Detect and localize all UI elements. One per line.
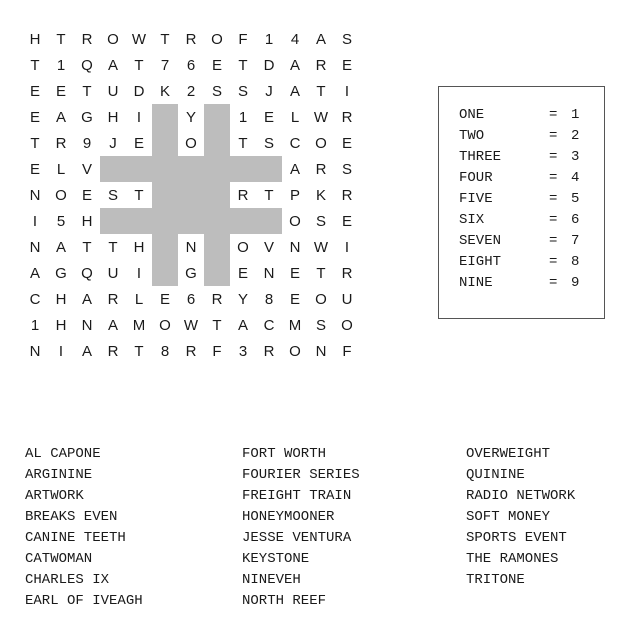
legend-number: 1 — [571, 107, 580, 123]
grid-letter: T — [56, 30, 66, 48]
grid-letter: E — [211, 56, 222, 74]
legend-row — [459, 107, 599, 128]
word-list-item: SPORTS EVENT — [466, 530, 567, 546]
grid-letter: Q — [81, 56, 93, 74]
grid-letter: V — [263, 238, 274, 256]
grid-letter: E — [29, 108, 40, 126]
legend-word: SIX — [459, 212, 485, 228]
grid-letter: E — [263, 108, 274, 126]
grid-letter: S — [315, 212, 326, 230]
grid-letter: 8 — [160, 342, 170, 360]
grid-letter: E — [29, 82, 40, 100]
grid-letter: 1 — [56, 56, 66, 74]
grid-letter: N — [81, 316, 93, 334]
grid-letter: R — [263, 342, 275, 360]
legend-row — [459, 233, 599, 254]
grid-letter: T — [134, 186, 144, 204]
grid-letter: F — [342, 342, 352, 360]
legend-number: 8 — [571, 254, 580, 270]
grid-letter: L — [134, 290, 144, 308]
legend-number: 6 — [571, 212, 580, 228]
grid-letter: N — [29, 342, 41, 360]
grid-letter: 5 — [56, 212, 66, 230]
grid-letter: S — [237, 82, 248, 100]
word-list-item: TRITONE — [466, 572, 525, 588]
legend-number: 9 — [571, 275, 580, 291]
legend-row — [459, 149, 599, 170]
grid-letter: O — [315, 290, 327, 308]
grid-letter: U — [107, 82, 119, 100]
grid-letter: E — [289, 264, 300, 282]
grid-letter: R — [315, 56, 327, 74]
grid-letter: T — [82, 238, 92, 256]
grid-letter: Y — [237, 290, 248, 308]
grid-letter: S — [263, 134, 274, 152]
grid-letter: G — [185, 264, 197, 282]
grid-letter: A — [289, 56, 300, 74]
grid-letter: T — [134, 342, 144, 360]
grid-letter: O — [159, 316, 171, 334]
grid-letter: U — [341, 290, 353, 308]
word-list-item: HONEYMOONER — [242, 509, 335, 525]
grid-letter: K — [159, 82, 170, 100]
grid-letter: N — [263, 264, 275, 282]
grid-letter: 4 — [290, 30, 300, 48]
cross-block — [152, 182, 230, 208]
grid-letter: R — [211, 290, 223, 308]
grid-letter: W — [313, 108, 329, 126]
legend-equals: = — [549, 149, 558, 165]
grid-letter: Y — [185, 108, 196, 126]
cross-block — [100, 156, 282, 182]
grid-letter: R — [341, 264, 353, 282]
grid-letter: J — [265, 82, 273, 100]
grid-letter: 1 — [238, 108, 248, 126]
word-list-item: OVERWEIGHT — [466, 446, 551, 462]
grid-letter: T — [238, 134, 248, 152]
legend-word: ONE — [459, 107, 485, 123]
legend-number: 2 — [571, 128, 580, 144]
legend-number: 4 — [571, 170, 580, 186]
grid-letter: R — [237, 186, 249, 204]
grid-letter: M — [132, 316, 146, 334]
grid-letter: L — [56, 160, 66, 178]
word-search-grid — [22, 26, 366, 370]
legend-row — [459, 254, 599, 275]
grid-letter: A — [81, 342, 92, 360]
grid-letter: O — [211, 30, 223, 48]
grid-letter: J — [109, 134, 117, 152]
grid-letter: I — [344, 82, 350, 100]
grid-letter: E — [81, 186, 92, 204]
word-list-item: RADIO NETWORK — [466, 488, 576, 504]
word-list-item: CHARLES IX — [25, 572, 110, 588]
grid-letter: F — [212, 342, 222, 360]
grid-letter: C — [29, 290, 41, 308]
grid-letter: 3 — [238, 342, 248, 360]
grid-letter: O — [341, 316, 353, 334]
grid-letter: 8 — [264, 290, 274, 308]
grid-letter: R — [107, 342, 119, 360]
grid-letter: A — [289, 160, 300, 178]
legend-row — [459, 170, 599, 191]
legend-word: SEVEN — [459, 233, 502, 249]
grid-letter: U — [107, 264, 119, 282]
grid-letter: I — [344, 238, 350, 256]
word-list-item: CATWOMAN — [25, 551, 93, 567]
grid-letter: I — [58, 342, 64, 360]
legend-equals: = — [549, 107, 558, 123]
legend-word: FIVE — [459, 191, 493, 207]
grid-letter: W — [131, 30, 147, 48]
grid-letter: 9 — [82, 134, 92, 152]
grid-letter: R — [315, 160, 327, 178]
legend-number: 5 — [571, 191, 580, 207]
word-list-column-3 — [466, 444, 575, 591]
grid-letter: H — [55, 316, 67, 334]
grid-letter: E — [133, 134, 144, 152]
grid-letter: A — [55, 238, 66, 256]
grid-letter: N — [29, 186, 41, 204]
grid-letter: K — [315, 186, 326, 204]
legend-equals: = — [549, 233, 558, 249]
legend-equals: = — [549, 254, 558, 270]
grid-letter: L — [290, 108, 300, 126]
legend-equals: = — [549, 212, 558, 228]
legend-equals: = — [549, 275, 558, 291]
grid-letter: T — [108, 238, 118, 256]
legend-number: 3 — [571, 149, 580, 165]
grid-letter: T — [238, 56, 248, 74]
grid-letter: E — [237, 264, 248, 282]
grid-letter: O — [237, 238, 249, 256]
legend-number: 7 — [571, 233, 580, 249]
grid-letter: T — [160, 30, 170, 48]
word-list-item: NINEVEH — [242, 572, 301, 588]
word-list-item: FREIGHT TRAIN — [242, 488, 352, 504]
grid-letter: F — [238, 30, 248, 48]
grid-letter: A — [29, 264, 40, 282]
grid-letter: R — [81, 30, 93, 48]
grid-letter: N — [289, 238, 301, 256]
grid-letter: D — [133, 82, 145, 100]
grid-letter: S — [211, 82, 222, 100]
grid-letter: D — [263, 56, 275, 74]
grid-letter: N — [315, 342, 327, 360]
grid-letter: A — [107, 56, 118, 74]
grid-letter: R — [107, 290, 119, 308]
grid-letter: H — [107, 108, 119, 126]
grid-letter: O — [315, 134, 327, 152]
grid-letter: T — [212, 316, 222, 334]
grid-letter: H — [55, 290, 67, 308]
grid-letter: W — [313, 238, 329, 256]
grid-letter: E — [29, 160, 40, 178]
word-list-column-1 — [25, 444, 143, 612]
word-list-item: KEYSTONE — [242, 551, 310, 567]
grid-letter: I — [136, 108, 142, 126]
word-list-item: FOURIER SERIES — [242, 467, 360, 483]
word-list-item: SOFT MONEY — [466, 509, 551, 525]
legend-row — [459, 275, 599, 296]
word-list-item: EARL OF IVEAGH — [25, 593, 143, 609]
legend-row — [459, 191, 599, 212]
legend-word: FOUR — [459, 170, 493, 186]
legend-row — [459, 212, 599, 233]
word-list-column-2 — [242, 444, 360, 612]
grid-letter: H — [133, 238, 145, 256]
grid-letter: O — [289, 212, 301, 230]
grid-letter: S — [341, 160, 352, 178]
grid-letter: 6 — [186, 56, 196, 74]
legend-word: NINE — [459, 275, 493, 291]
grid-letter: A — [237, 316, 248, 334]
grid-letter: R — [55, 134, 67, 152]
grid-letter: A — [315, 30, 326, 48]
grid-letter: 2 — [186, 82, 196, 100]
legend-word: EIGHT — [459, 254, 502, 270]
number-legend — [438, 86, 605, 319]
legend-equals: = — [549, 128, 558, 144]
grid-letter: 7 — [160, 56, 170, 74]
grid-letter: E — [341, 134, 352, 152]
grid-letter: C — [263, 316, 275, 334]
word-list-item: JESSE VENTURA — [242, 530, 352, 546]
grid-letter: E — [55, 82, 66, 100]
legend-equals: = — [549, 170, 558, 186]
grid-letter: T — [264, 186, 274, 204]
word-list-item: QUININE — [466, 467, 525, 483]
grid-letter: M — [288, 316, 302, 334]
grid-letter: G — [81, 108, 93, 126]
grid-letter: E — [341, 56, 352, 74]
grid-letter: O — [185, 134, 197, 152]
cross-block — [100, 208, 282, 234]
grid-letter: I — [32, 212, 38, 230]
grid-letter: N — [29, 238, 41, 256]
grid-letter: H — [81, 212, 93, 230]
grid-letter: O — [55, 186, 67, 204]
grid-letter: 1 — [30, 316, 40, 334]
legend-word: TWO — [459, 128, 485, 144]
grid-letter: 6 — [186, 290, 196, 308]
grid-letter: T — [316, 82, 326, 100]
grid-letter: A — [289, 82, 300, 100]
word-list-item: THE RAMONES — [466, 551, 559, 567]
grid-letter: T — [30, 134, 40, 152]
grid-letter: H — [29, 30, 41, 48]
grid-letter: R — [341, 186, 353, 204]
grid-letter: A — [107, 316, 118, 334]
grid-letter: W — [183, 316, 199, 334]
word-list-item: BREAKS EVEN — [25, 509, 118, 525]
legend-row — [459, 128, 599, 149]
grid-letter: E — [289, 290, 300, 308]
word-list-item: AL CAPONE — [25, 446, 101, 462]
grid-letter: E — [159, 290, 170, 308]
word-list-item: FORT WORTH — [242, 446, 327, 462]
grid-letter: S — [107, 186, 118, 204]
grid-letter: S — [315, 316, 326, 334]
legend-word: THREE — [459, 149, 502, 165]
grid-letter: N — [185, 238, 197, 256]
legend-equals: = — [549, 191, 558, 207]
grid-letter: A — [55, 108, 66, 126]
word-list-item: ARTWORK — [25, 488, 84, 504]
grid-letter: 1 — [264, 30, 274, 48]
grid-letter: I — [136, 264, 142, 282]
grid-letter: P — [289, 186, 300, 204]
grid-letter: R — [185, 342, 197, 360]
grid-letter: T — [134, 56, 144, 74]
grid-letter: O — [289, 342, 301, 360]
grid-letter: T — [82, 82, 92, 100]
grid-letter: T — [316, 264, 326, 282]
grid-letter: R — [341, 108, 353, 126]
grid-letter: Q — [81, 264, 93, 282]
grid-letter: V — [81, 160, 92, 178]
grid-letter: T — [30, 56, 40, 74]
grid-letter: S — [341, 30, 352, 48]
word-list-item: ARGININE — [25, 467, 93, 483]
grid-letter: C — [289, 134, 301, 152]
word-list-item: NORTH REEF — [242, 593, 327, 609]
grid-letter: G — [55, 264, 67, 282]
grid-letter: R — [185, 30, 197, 48]
word-list-item: CANINE TEETH — [25, 530, 126, 546]
grid-letter: E — [341, 212, 352, 230]
grid-letter: A — [81, 290, 92, 308]
grid-letter: O — [107, 30, 119, 48]
